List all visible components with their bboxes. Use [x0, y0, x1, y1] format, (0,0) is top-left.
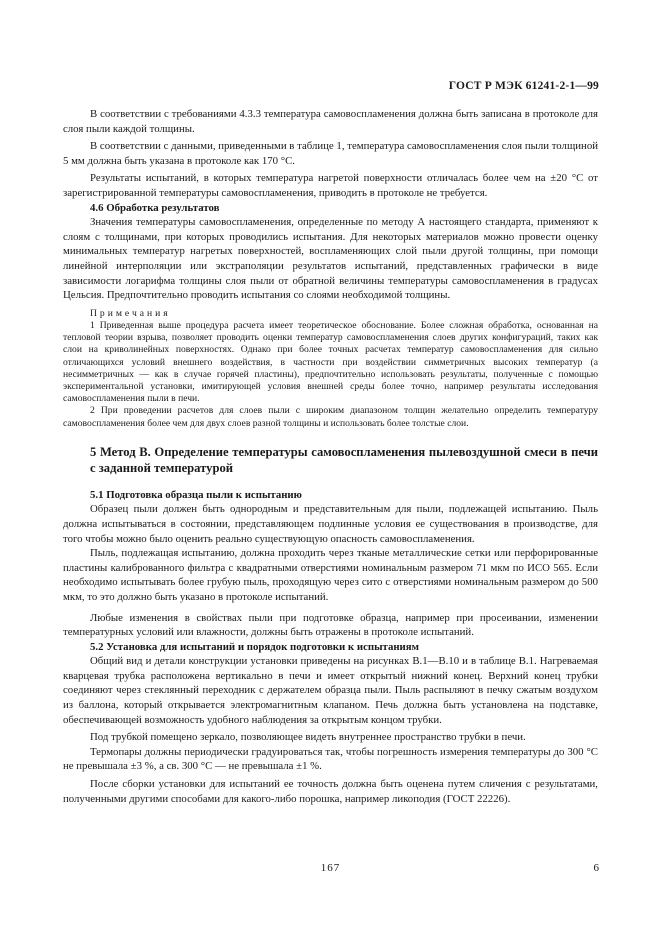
notes-title: Примечания [90, 307, 171, 319]
footer-center-number: 167 [320, 862, 341, 874]
section-5-heading: 5 Метод В. Определение температуры самовоспламенения пылевоздушной смеси в печи с заданной температурой [90, 444, 598, 475]
section-5-2-paragraph-2: Под трубкой помещено зеркало, позволяющее видеть внутреннее пространство трубки в печи. [90, 731, 526, 744]
paragraph-top-3: Результаты испытаний, в которых температура нагретой поверхности отличалась более чем на ±20 °С от зарегистрированной температуры самовоспламенения, приводить в протоколе не требуется. [63, 172, 598, 199]
section-4-6-text: Значения температуры самовоспламенения, определенные по методу А настоящего стандарта, применяют к слоям с толщинами, при которых проводились испытания. Для некоторых материалов можно провести оценку минимальных температур нагретых поверхностей, воспламеняющих слой пыли другой толщины, при помощи линейной интерполяции или экстраполяции результатов испытаний, представленных графически в виде зависимости логарифма толщины слоя пыли от обратной величины температуры самовоспламенения в градусах Цельсия. Предпочтительно проводить испытания со слоями необходимой толщины. [63, 216, 598, 302]
section-4-6-title: 4.6 Обработка результатов [90, 201, 220, 214]
document-body [63, 107, 598, 806]
section-5-2-paragraph-1: Общий вид и детали конструкции установки приведены на рисунках В.1—В.10 и в таблице В.1. Нагреваемая кварцевая трубка расположена вертикально в печи и имеет открытый нижний конец. Верхний конец трубки соединяют через стеклянный переходник с держателем образца пыли. Пыль распыляют в печку сжатым воздухом из баллона, который открывается электромагнитным клапаном. Печь должна быть установлена на подставке, обеспечивающей возможность удобного наблюдения за открытым концом трубки. [63, 655, 598, 726]
section-5-2-paragraph-4: После сборки установки для испытаний ее точность должна быть оценена путем сличения с результатами, полученными другими способами для какого-либо порошка, например ликоподия (ГОСТ 22226). [63, 778, 598, 805]
notes-block [63, 308, 598, 430]
section-5-2-paragraph-3: Термопары должны периодически градуироваться так, чтобы погрешность измерения температуры до 300 °С не превышала ±3 %, а св. 300 °С — не превышала ±1 %. [63, 745, 598, 773]
section-5-1-paragraph-2: Пыль, подлежащая испытанию, должна проходить через тканые металлические сетки или перфорированные пластины калиброванного фильтра с квадратными отверстиями номинальным размером 71 мкм по ИСО 565. Если необходимо испытывать более грубую пыль, проходящую через сито с отверстиями номинальным размером до 500 мкм, то это должно быть указано в протоколе испытаний. [63, 547, 598, 603]
document-header-code: ГОСТ Р МЭК 61241-2-1—99 [448, 80, 599, 92]
section-5-2-title: 5.2 Установка для испытаний и порядок подготовки к испытаниям [90, 640, 419, 653]
section-5-1-paragraph-3: Любые изменения в свойствах пыли при подготовке образца, например при просеивании, изменении температурных условий или влажности, должны быть отражены в протоколе испытаний. [63, 611, 598, 639]
section-5-1-paragraph-1: Образец пыли должен быть однородным и представительным для пыли, подлежащей испытанию. Пыль должна испытываться в состоянии, представляющем подлинные условия ее существования в производстве, для того чтобы можно было оценить реально существующую опасность самовоспламенения. [63, 503, 598, 545]
section-5-1-title: 5.1 Подготовка образца пыли к испытанию [90, 488, 302, 501]
footer-page-number: 6 [593, 862, 599, 874]
paragraph-top-1: В соответствии с требованиями 4.3.3 температура самовоспламенения должна быть записана в протоколе для слоя пыли каждой толщины. [63, 108, 598, 135]
paragraph-top-2: В соответствии с данными, приведенными в таблице 1, температура самовоспламенения слоя пыли толщиной 5 мм должна быть указана в протоколе как 170 °С. [63, 140, 598, 167]
note-1: 1 Приведенная выше процедура расчета имеет теоретическое обоснование. Более сложная обработка, основанная на тепловой теории взрыва, позволяет проводить оценки температур самовоспламенения слоев других конфигураций, таких как слои на криволинейных поверхностях. Однако при более точных расчетах температур самовоспламенения для сильно отличающихся условий внешнего воздействия, в частности при воздействии симметричных высоких температур (а несимметричных — как в случае горячей пластины), предпочтительно использовать результаты, полученные с помощью экспериментальной установки, имитирующей условия внешней среды более точно, например результаты исследования самовоспламенения пыли в печи. [63, 319, 598, 405]
note-2: 2 При проведении расчетов для слоев пыли с широким диапазоном толщин желательно определить температуру самовоспламенения более чем для двух слоев разной толщины и использовать более толстые слои. [63, 405, 598, 429]
